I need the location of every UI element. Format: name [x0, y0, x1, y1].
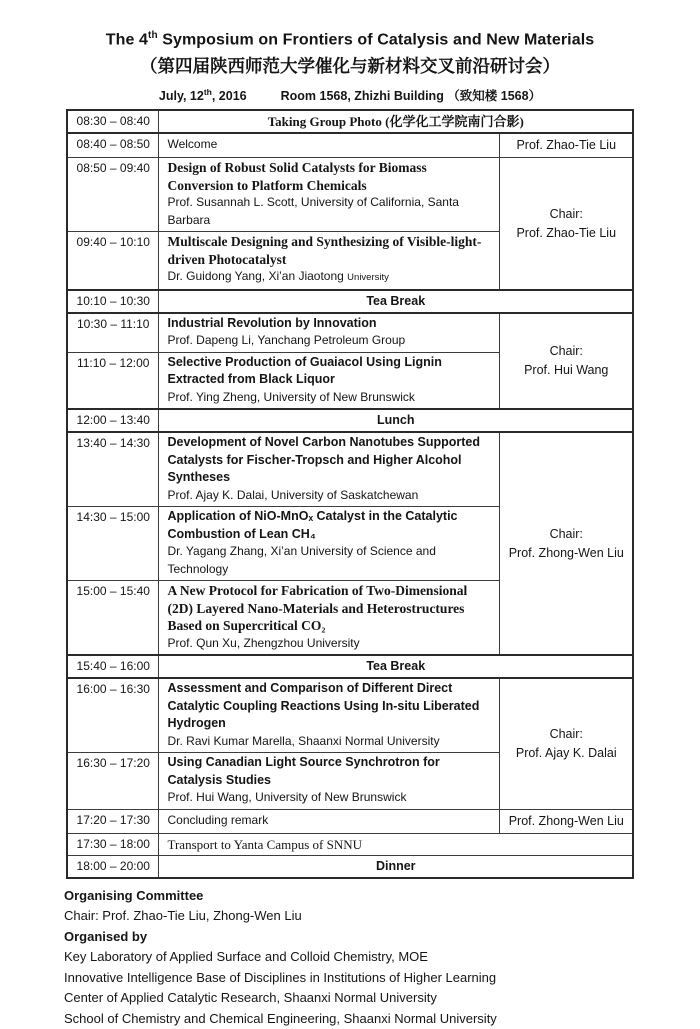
concluding-remark-cell: Concluding remark [159, 809, 500, 833]
tea-break-cell: Tea Break [159, 290, 633, 313]
organised-by-heading: Organised by [64, 928, 148, 944]
schedule-row [67, 809, 633, 833]
speaker: Prof. Ying Zheng, University of New Brunswick [167, 389, 415, 404]
time-cell: 08:30 – 08:40 [67, 110, 159, 133]
tea-break-cell: Tea Break [159, 655, 633, 678]
date-ordinal-superscript: th [203, 87, 212, 98]
schedule-row [67, 158, 633, 232]
session-cell [159, 158, 500, 232]
chair-cell [500, 432, 633, 655]
schedule-row [67, 290, 633, 313]
chair-name: Prof. Hui Wang [524, 363, 609, 378]
session-cell [159, 581, 500, 656]
chair-cell [500, 158, 633, 290]
session-cell [159, 753, 500, 810]
chair-label: Chair: [549, 526, 583, 541]
schedule-row [67, 432, 633, 507]
organiser-line: Innovative Intelligence Base of Disciplines in Institutions of Higher Learning [64, 969, 497, 985]
organiser-line: Key Laboratory of Applied Surface and Colloid Chemistry, MOE [64, 949, 428, 965]
title-text-rest: Symposium on Frontiers of Catalysis and New Materials [157, 31, 595, 49]
time-cell: 16:30 – 17:20 [67, 753, 159, 810]
chair-label: Chair: [549, 727, 583, 742]
session-title: Development of Novel Carbon Nanotubes Supported Catalysts for Fischer-Tropsch and Higher Alcohol Syntheses [167, 435, 481, 485]
session-title: Application of NiO-MnOₓ Catalyst in the Catalytic Combustion of Lean CH₄ [167, 509, 458, 541]
title-text: The 4 [105, 31, 149, 49]
schedule-row [67, 833, 633, 855]
schedule-row [67, 855, 633, 878]
schedule-row [67, 313, 633, 353]
organiser-line: School of Chemistry and Chemical Engineering, Shaanxi Normal University [64, 1010, 497, 1026]
time-cell: 14:30 – 15:00 [67, 507, 159, 581]
time-cell: 17:20 – 17:30 [67, 809, 159, 833]
session-title: Industrial Revolution by Innovation [167, 315, 377, 330]
organising-committee-heading: Organising Committee [64, 887, 204, 903]
session-cell [159, 232, 500, 290]
speaker: Prof. Hui Wang, University of New Brunswick [167, 790, 407, 805]
speaker-small-suffix: University [347, 272, 389, 284]
page-title-chinese: （第四届陕西师范大学催化与新材料交叉前沿研讨会） [140, 56, 560, 77]
venue-text: Room 1568, Zhizhi Building （致知楼 1568） [280, 89, 542, 104]
schedule-row [67, 409, 633, 432]
lunch-cell: Lunch [159, 409, 633, 432]
chair-name: Prof. Ajay K. Dalai [515, 746, 617, 761]
time-cell: 16:00 – 16:30 [67, 678, 159, 753]
time-cell: 08:40 – 08:50 [67, 133, 159, 158]
session-title: Design of Robust Solid Catalysts for Biomass Conversion to Platform Chemicals [167, 160, 427, 193]
transport-cell: Transport to Yanta Campus of SNNU [159, 833, 633, 855]
welcome-cell: Welcome [159, 133, 500, 158]
date-text: July, 12th, 2016 [158, 87, 247, 104]
schedule-table [66, 109, 634, 879]
session-cell [159, 678, 500, 753]
time-cell: 10:30 – 11:10 [67, 313, 159, 353]
chair-cell: Prof. Zhong-Wen Liu [500, 809, 633, 833]
time-cell: 15:40 – 16:00 [67, 655, 159, 678]
title-ordinal-superscript: th [148, 30, 158, 41]
schedule-row [67, 678, 633, 753]
session-cell [159, 352, 500, 409]
speaker: Prof. Qun Xu, Zhengzhou University [167, 635, 360, 650]
time-cell: 09:40 – 10:10 [67, 232, 159, 290]
chair-cell [500, 313, 633, 410]
session-title: A New Protocol for Fabrication of Two-Dimensional (2D) Layered Nano-Materials and Heterostructures Based on Supercritical CO₂ [167, 583, 468, 634]
time-cell: 11:10 – 12:00 [67, 352, 159, 409]
speaker: Dr. Guidong Yang, Xi’an Jiaotong University [167, 269, 389, 284]
session-title: Multiscale Designing and Synthesizing of Visible-light-driven Photocatalyst [167, 234, 482, 267]
time-cell: 13:40 – 14:30 [67, 432, 159, 507]
speaker: Prof. Susannah L. Scott, University of California, Santa Barbara [167, 195, 459, 227]
time-cell: 08:50 – 09:40 [67, 158, 159, 232]
time-cell: 12:00 – 13:40 [67, 409, 159, 432]
session-cell [159, 507, 500, 581]
speaker: Prof. Ajay K. Dalai, University of Saskatchewan [167, 487, 419, 502]
session-title: Assessment and Comparison of Different Direct Catalytic Coupling Reactions Using In-situ Liberated Hydrogen [167, 681, 480, 731]
group-photo-cell: Taking Group Photo (化学化工学院南门合影) [159, 110, 633, 133]
organiser-line: Center of Applied Catalytic Research, Shaanxi Normal University [64, 990, 437, 1006]
speaker: Dr. Ravi Kumar Marella, Shaanxi Normal University [167, 733, 440, 748]
session-cell [159, 313, 500, 353]
date-venue-line [0, 86, 700, 104]
document-footer [64, 886, 636, 1029]
dinner-cell: Dinner [159, 855, 633, 878]
chair-cell: Prof. Zhao-Tie Liu [500, 133, 633, 158]
page-title [0, 30, 700, 49]
chair-cell [500, 678, 633, 809]
chair-name: Prof. Zhao-Tie Liu [516, 225, 617, 240]
chair-label: Chair: [549, 344, 583, 359]
session-title: Selective Production of Guaiacol Using Lignin Extracted from Black Liquor [167, 354, 442, 387]
schedule-row [67, 655, 633, 678]
schedule-row [67, 110, 633, 133]
chair-label: Chair: [549, 206, 583, 221]
document-header [0, 30, 700, 104]
session-cell [159, 432, 500, 507]
speaker: Prof. Dapeng Li, Yanchang Petroleum Group [167, 333, 406, 348]
time-cell: 15:00 – 15:40 [67, 581, 159, 656]
committee-chair-line: Chair: Prof. Zhao-Tie Liu, Zhong-Wen Liu [64, 908, 302, 924]
chair-name: Prof. Zhong-Wen Liu [508, 545, 624, 560]
time-cell: 17:30 – 18:00 [67, 833, 159, 855]
schedule-row [67, 133, 633, 158]
session-title: Using Canadian Light Source Synchrotron for Catalysis Studies [167, 755, 440, 787]
speaker: Dr. Yagang Zhang, Xi’an University of Science and Technology [167, 544, 436, 576]
time-cell: 10:10 – 10:30 [67, 290, 159, 313]
time-cell: 18:00 – 20:00 [67, 855, 159, 878]
